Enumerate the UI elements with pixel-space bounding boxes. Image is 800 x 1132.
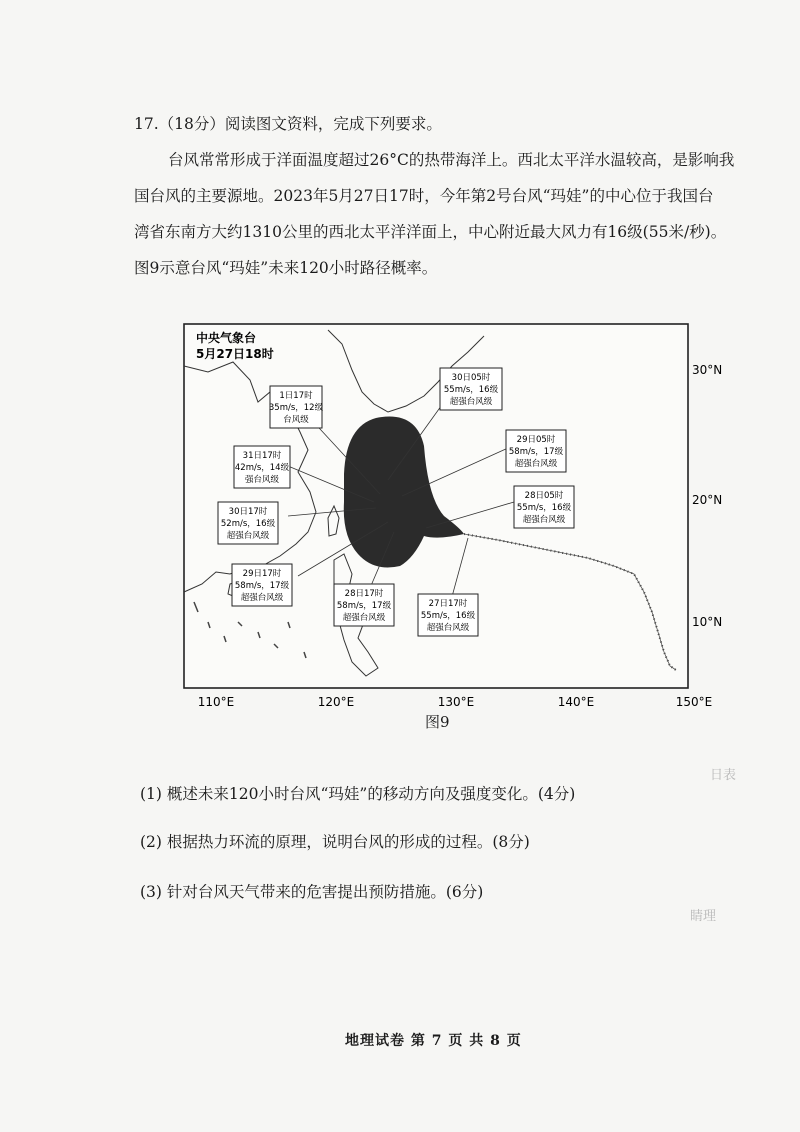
paragraph-line-2: 国台风的主要源地。2023年5月27日17时，今年第2号台风“玛娃”的中心位于我国台: [134, 187, 714, 205]
bleed-text-1: 日表: [710, 768, 737, 783]
svg-text:30日05时: 30日05时: [451, 373, 491, 383]
svg-text:58m/s，17级: 58m/s，17级: [508, 447, 564, 457]
svg-text:超强台风级: 超强台风级: [240, 593, 284, 603]
svg-text:31日17时: 31日17时: [242, 451, 282, 461]
svg-text:27日17时: 27日17时: [428, 599, 468, 609]
callout-28-17h: [334, 584, 394, 626]
page-footer: 地理试卷 第 7 页 共 8 页: [345, 1033, 522, 1049]
callout-29-05h: [506, 430, 566, 472]
svg-text:42m/s，14级: 42m/s，14级: [234, 463, 290, 473]
svg-text:强台风级: 强台风级: [244, 475, 280, 485]
callout-29-17h: [232, 564, 292, 606]
figure-caption: 图9: [425, 713, 450, 731]
map-canvas: [138, 322, 728, 722]
svg-text:55m/s，16级: 55m/s，16级: [443, 385, 499, 395]
svg-text:55m/s，16级: 55m/s，16级: [516, 503, 572, 513]
callout-31-17h: [234, 446, 290, 488]
lat-label-30n: 30°N: [692, 363, 723, 377]
bleed-text-2: 睛理: [690, 909, 717, 924]
svg-text:超强台风级: 超强台风级: [522, 515, 566, 525]
svg-text:52m/s，16级: 52m/s，16级: [220, 519, 276, 529]
callout-30-17h: [218, 502, 278, 544]
lat-label-20n: 20°N: [692, 493, 723, 507]
lon-label-120e: 120°E: [317, 695, 355, 709]
paragraph-line-1: 台风常常形成于洋面温度超过26°C的热带海洋上。西北太平洋水温较高，是影响我: [168, 151, 735, 169]
callout-30-05h: [440, 368, 502, 410]
svg-text:1日17时: 1日17时: [279, 391, 313, 401]
svg-text:28日05时: 28日05时: [524, 491, 564, 501]
svg-text:35m/s，12级: 35m/s，12级: [268, 403, 324, 413]
sub-question-2: (2) 根据热力环流的原理，说明台风的形成的过程。(8分): [140, 833, 530, 851]
lon-label-140e: 140°E: [557, 695, 595, 709]
svg-text:超强台风级: 超强台风级: [426, 623, 470, 633]
paragraph-line-3: 湾省东南方大约1310公里的西北太平洋洋面上，中心附近最大风力有16级(55米/秒)。: [134, 223, 727, 241]
sub-question-3: (3) 针对台风天气带来的危害提出预防措施。(6分): [140, 883, 484, 901]
svg-text:29日17时: 29日17时: [242, 569, 282, 579]
paragraph-line-4: 图9示意台风“玛娃”未来120小时路径概率。: [134, 259, 438, 277]
source-line-1: 中央气象台: [196, 331, 257, 345]
lon-label-130e: 130°E: [437, 695, 475, 709]
svg-text:55m/s，16级: 55m/s，16级: [420, 611, 476, 621]
typhoon-track-map: [138, 322, 728, 722]
svg-text:超强台风级: 超强台风级: [514, 459, 558, 469]
callout-27-17h: [418, 594, 478, 636]
lon-label-150e: 150°E: [675, 695, 713, 709]
svg-text:58m/s，17级: 58m/s，17级: [336, 601, 392, 611]
lat-label-10n: 10°N: [692, 615, 723, 629]
question-title: 17.（18分）阅读图文资料，完成下列要求。: [134, 115, 442, 133]
source-line-2: 5月27日18时: [196, 347, 274, 361]
sub-question-1: (1) 概述未来120小时台风“玛娃”的移动方向及强度变化。(4分): [140, 785, 576, 803]
lon-label-110e: 110°E: [197, 695, 235, 709]
callout-1-17h: [269, 386, 324, 428]
svg-text:台风级: 台风级: [283, 415, 309, 425]
svg-text:58m/s，17级: 58m/s，17级: [234, 581, 290, 591]
svg-text:超强台风级: 超强台风级: [449, 397, 493, 407]
svg-text:超强台风级: 超强台风级: [226, 531, 270, 541]
svg-text:28日17时: 28日17时: [344, 589, 384, 599]
svg-text:29日05时: 29日05时: [516, 435, 556, 445]
svg-text:30日17时: 30日17时: [228, 507, 268, 517]
svg-text:超强台风级: 超强台风级: [342, 613, 386, 623]
callout-28-05h: [514, 486, 574, 528]
